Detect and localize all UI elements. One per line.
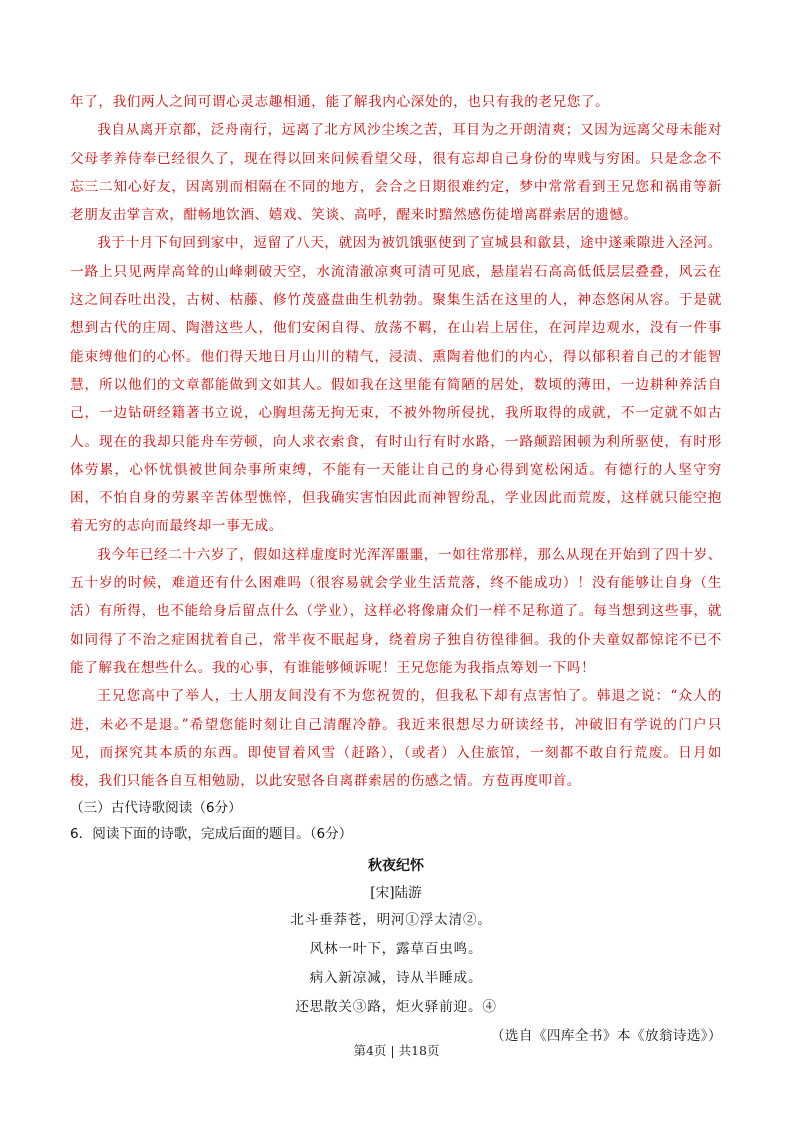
page-footer: 第4页 | 共18页: [353, 1043, 440, 1058]
translation-paragraph: 我于十月下旬回到家中，逗留了八天，就因为被饥饿驱使到了宣城县和歙县，途中遂乘隙进入泾河。一路上只见两岸高耸的山峰刺破天空，水流清澈凉爽可清可见底，悬崖岩石高高低低层层叠叠，风云在这之间吞吐出没，古树、枯藤、修竹茂盛盘曲生机勃勃。聚集生活在这里的人，神态悠闲从容。于是就想到古代的庄周、陶潜这些人，他们安闲自得、放荡不羁，在山岩上居住，在河岸边观水，没有一件事能束缚他们的心怀。他们得天地日月山川的精气，浸渍、熏陶着他们的内心，得以郁积着自己的才能智慧，所以他们的文章都能做到文如其人。假如我在这里能有简陋的居处，数顷的薄田，一边耕种养活自己，一边钻研经籍著书立说，心胸坦荡无拘无束，不被外物所侵扰，我所取得的成就，不一定就不如古人。现在的我却只能舟车劳顿，向人求衣索食，有时山行有时水路，一路颠踣困顿为利所驱使，有时形体劳累，心怀忧惧被世间杂事所束缚，不能有一天能让自己的身心得到宽松闲适。有德行的人坚守穷困，不怕自身的劳累辛苦体型憔悴，但我确实害怕因此而神智纷乱，学业因此而荒废，这样就只能空抱着无穷的志向而最终却一事无成。: [70, 235, 722, 535]
poem-title: 秋夜纪怀: [368, 858, 424, 875]
translation-paragraph: 我今年已经二十六岁了，假如这样虚度时光浑浑噩噩，一如往常那样，那么从现在开始到了四十岁、五十岁的时候，难道还有什么困难吗（很容易就会学业生活荒落，终不能成功）！没有能够让自身（生活）有所得，也不能给身后留点什么（学业），这样必将像庸众们一样不足称道了。每当想到这些事，就如同得了不治之症困扰着自己，常半夜不眠起身，绕着房子独自彷徨徘徊。我的仆夫童奴都惊诧不已不能了解我在想些什么。我的心事，有谁能够倾诉呢！王兄您能为我指点筹划一下吗！: [70, 546, 722, 676]
poem-source: （选自《四库全书》本《放翁诗选》）: [490, 1028, 722, 1045]
poem-author: [宋]陆游: [370, 885, 422, 902]
poem-line: 还思散关③路，炬火驿前迎。④: [295, 999, 497, 1016]
page-content: [70, 88, 722, 1050]
poem-line: 风林一叶下，露草百虫鸣。: [309, 941, 483, 958]
translation-paragraph: 王兄您高中了举人，士人朋友间没有不为您祝贺的，但我私下却有点害怕了。韩退之说：“众人的进，未必不是退。”希望您能时刻让自己清醒冷静。我近来很想尽力研读经书，冲破旧有学说的门户只见，而探究其本质的东西。即使冒着风雪（赶路），（或者）入住旅馆，一刻都不敢自行荒废。日月如梭，我们只能各自互相勉励，以此安慰各自离群索居的伤感之情。方苞再度叩首。: [70, 688, 722, 790]
section-heading: （三）古代诗歌阅读（6分）: [70, 800, 242, 817]
poem: [70, 852, 722, 1022]
question-prompt: 6．阅读下面的诗歌，完成后面的题目。（6分）: [70, 826, 353, 843]
translation-paragraph: 我自从离开京都，泛舟南行，远离了北方风沙尘埃之苦，耳目为之开朗清爽；又因为远离父母未能对父母孝养侍奉已经很久了，现在得以回来问候看望父母，很有忘却自己身份的卑贱与穷困。只是念念不忘三二知心好友，因离别而相隔在不同的地方，会合之日期很难约定，梦中常常看到王兄您和祸甫等新老朋友击掌言欢，酣畅地饮酒、嬉戏、笑谈、高呼，醒来时黯然感伤徒增离群索居的遗憾。: [70, 122, 722, 224]
poem-line: 病入新凉减，诗从半睡成。: [309, 970, 483, 987]
translation-paragraph: 年了，我们两人之间可谓心灵志趣相通，能了解我内心深处的，也只有我的老兄您了。: [70, 94, 610, 110]
poem-line: 北斗垂莽苍，明河①浮太清②。: [290, 912, 492, 929]
